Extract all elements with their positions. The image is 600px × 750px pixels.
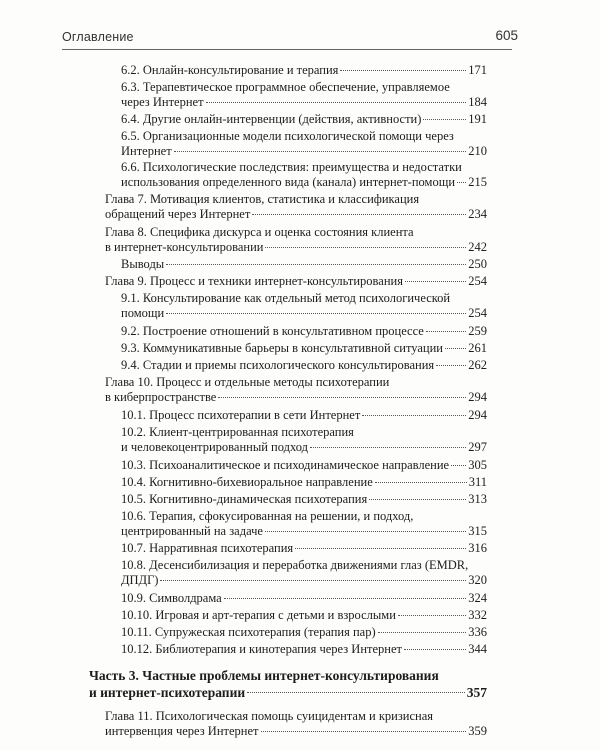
toc-entry-last-line bbox=[121, 573, 487, 588]
toc-entry-last-line bbox=[121, 341, 487, 356]
toc-entry-title-line: 10.12. Библиотерапия и кинотерапия через Интернет bbox=[121, 642, 402, 656]
dot-leader bbox=[457, 182, 466, 183]
toc-entry[interactable] bbox=[105, 375, 487, 405]
toc-entry[interactable] bbox=[105, 274, 487, 289]
toc-page-number: 305 bbox=[468, 458, 487, 472]
running-header bbox=[62, 27, 518, 50]
dot-leader bbox=[398, 615, 466, 616]
toc-entry-last-line bbox=[121, 541, 487, 556]
toc-page-number: 254 bbox=[468, 306, 487, 320]
dot-leader bbox=[295, 548, 466, 549]
dot-leader bbox=[451, 465, 466, 466]
toc-entry[interactable] bbox=[121, 257, 487, 272]
toc-entry[interactable] bbox=[121, 458, 487, 473]
toc-page-number: 171 bbox=[468, 63, 487, 77]
toc-entry[interactable] bbox=[121, 425, 487, 455]
dot-leader bbox=[166, 313, 466, 314]
toc-entry-last-line bbox=[121, 642, 487, 657]
dot-leader bbox=[378, 632, 467, 633]
toc-page-number: 315 bbox=[468, 524, 487, 538]
toc-entry[interactable] bbox=[121, 541, 487, 556]
toc-page-number: 294 bbox=[468, 390, 487, 404]
toc-entry-title-line: 10.8. Десенсибилизация и переработка движениями глаз (EMDR, bbox=[121, 558, 469, 572]
toc-page-number: 332 bbox=[468, 608, 487, 622]
dot-leader bbox=[252, 214, 466, 215]
toc-entry-title-line: 9.4. Стадии и приемы психологического консультирования bbox=[121, 358, 435, 372]
toc-entry-title-line: Глава 8. Специфика дискурса и оценка состояния клиента bbox=[105, 225, 414, 239]
toc-entry-title-line: Глава 9. Процесс и техники интернет-консультирования bbox=[105, 274, 403, 288]
toc-page-number: 324 bbox=[468, 591, 487, 605]
toc-entry[interactable] bbox=[121, 324, 487, 339]
toc-entry-title-line: 10.3. Психоаналитическое и психодинамическое направление bbox=[121, 458, 450, 472]
toc-entry[interactable] bbox=[105, 192, 487, 222]
toc-entry-last-line bbox=[121, 358, 487, 373]
dot-leader bbox=[166, 264, 466, 265]
toc-page-number: 210 bbox=[468, 144, 487, 158]
toc-page-number: 259 bbox=[468, 324, 487, 338]
toc-entry[interactable] bbox=[105, 225, 487, 255]
toc-entry-title-line: 6.4. Другие онлайн-интервенции (действия, активности) bbox=[121, 112, 422, 126]
dot-leader bbox=[369, 499, 466, 500]
toc-entry-last-line bbox=[105, 390, 487, 405]
toc-entry[interactable] bbox=[121, 129, 487, 159]
toc-page-number: 313 bbox=[468, 492, 487, 506]
toc-entry-last-line bbox=[121, 524, 487, 539]
dot-leader bbox=[247, 692, 465, 693]
toc-page-number: 359 bbox=[468, 724, 487, 738]
toc-entry-title-line: 9.3. Коммуникативные барьеры в консультативной ситуации bbox=[121, 341, 443, 355]
dot-leader bbox=[160, 580, 466, 581]
toc-entry-last-line bbox=[105, 724, 487, 739]
toc-entry-last-line bbox=[121, 95, 487, 110]
toc-entry-title-line: 9.1. Консультирование как отдельный метод психологической bbox=[121, 291, 451, 305]
toc-entry-last-line bbox=[121, 591, 487, 606]
header-title: Оглавление bbox=[62, 30, 134, 44]
toc-entry-last-line bbox=[121, 175, 487, 190]
toc-entry-last-line bbox=[121, 324, 487, 339]
toc-page-number: 297 bbox=[468, 440, 487, 454]
toc-entry-title-line: 10.10. Игровая и арт-терапия с детьми и взрослыми bbox=[121, 608, 396, 622]
toc-entry[interactable] bbox=[121, 591, 487, 606]
toc-entry-title-line: 10.11. Супружеская психотерапия (терапия пар) bbox=[121, 625, 376, 639]
dot-leader bbox=[206, 102, 467, 103]
toc-entry-last-line bbox=[105, 240, 487, 255]
toc-entry[interactable] bbox=[121, 642, 487, 657]
toc-entry-title-line: использования определенного вида (канала) интернет-помощи bbox=[121, 175, 456, 189]
toc-entry[interactable] bbox=[121, 625, 487, 640]
dot-leader bbox=[423, 119, 466, 120]
toc-entry-title-line: 9.2. Построение отношений в консультативном процессе bbox=[121, 324, 424, 338]
toc-entry-title-line: и интернет-психотерапии bbox=[89, 685, 246, 700]
toc-entry-title-line: и человекоцентрированный подход bbox=[121, 440, 309, 454]
toc-entry-title-line: 10.5. Когнитивно-динамическая психотерапия bbox=[121, 492, 368, 506]
toc-entry[interactable] bbox=[121, 358, 487, 373]
toc-entry-last-line bbox=[121, 458, 487, 473]
toc-page-number: 357 bbox=[466, 685, 487, 700]
dot-leader bbox=[265, 247, 466, 248]
toc-entry[interactable] bbox=[121, 80, 487, 110]
toc-entry-title-line: 10.9. Символдрама bbox=[121, 591, 222, 605]
toc-page-number: 184 bbox=[468, 95, 487, 109]
toc-entry-last-line bbox=[121, 492, 487, 507]
toc-entry[interactable] bbox=[121, 291, 487, 321]
toc-entry-last-line bbox=[121, 257, 487, 272]
dot-leader bbox=[174, 151, 467, 152]
toc-entry-title-line: ДПДГ) bbox=[121, 573, 159, 587]
toc-entry-title-line: 10.2. Клиент-центрированная психотерапия bbox=[121, 425, 354, 439]
toc-page-number: 254 bbox=[468, 274, 487, 288]
toc-page-number: 344 bbox=[468, 642, 487, 656]
toc-entry-title-line: Глава 10. Процесс и отдельные методы психотерапии bbox=[105, 375, 390, 389]
toc-entry-title-line: обращений через Интернет bbox=[105, 207, 251, 221]
toc-page-number: 294 bbox=[468, 408, 487, 422]
dot-leader bbox=[261, 731, 467, 732]
toc-entry[interactable] bbox=[121, 341, 487, 356]
toc-entry[interactable] bbox=[121, 558, 487, 588]
dot-leader bbox=[362, 415, 466, 416]
page-number: 605 bbox=[495, 28, 518, 43]
toc-entry[interactable] bbox=[121, 160, 487, 190]
dot-leader bbox=[375, 482, 467, 483]
dot-leader bbox=[340, 70, 466, 71]
dot-leader bbox=[436, 365, 466, 366]
toc-entry[interactable] bbox=[121, 509, 487, 539]
toc-entry-last-line bbox=[105, 207, 487, 222]
toc-entry-title-line: Интернет bbox=[121, 144, 172, 158]
dot-leader bbox=[310, 447, 466, 448]
toc-entry[interactable] bbox=[121, 492, 487, 507]
toc-entry-last-line bbox=[121, 625, 487, 640]
toc-page-number: 316 bbox=[468, 541, 487, 555]
toc-entry-title-line: Глава 7. Мотивация клиентов, статистика и классификация bbox=[105, 192, 420, 206]
toc-entry-title-line: помощи bbox=[121, 306, 165, 320]
dot-leader bbox=[445, 348, 466, 349]
toc-entry-last-line bbox=[121, 440, 487, 455]
toc-page-number: 261 bbox=[468, 341, 487, 355]
toc-entry-last-line bbox=[121, 63, 487, 78]
toc-entry-title-line: 10.1. Процесс психотерапии в сети Интернет bbox=[121, 408, 361, 422]
dot-leader bbox=[265, 531, 466, 532]
toc-entry-title-line: 6.2. Онлайн-консультирование и терапия bbox=[121, 63, 339, 77]
toc-entry[interactable] bbox=[121, 608, 487, 623]
toc-entry-title-line: Выводы bbox=[121, 257, 165, 271]
toc-entry-last-line bbox=[121, 475, 487, 490]
toc-entry-title-line: 10.7. Нарративная психотерапия bbox=[121, 541, 294, 555]
toc-entry-title-line: интервенция через Интернет bbox=[105, 724, 259, 738]
toc-part-entry[interactable] bbox=[89, 667, 487, 701]
toc-entry[interactable] bbox=[121, 408, 487, 423]
toc-entry-title-line: 6.5. Организационные модели психологической помощи через bbox=[121, 129, 454, 143]
toc-page-number: 320 bbox=[468, 573, 487, 587]
toc-entry[interactable] bbox=[105, 709, 487, 739]
dot-leader bbox=[218, 397, 466, 398]
toc-page-number: 191 bbox=[468, 112, 487, 126]
toc-entry-title-line: через Интернет bbox=[121, 95, 204, 109]
toc-entry-last-line bbox=[121, 306, 487, 321]
toc-entry[interactable] bbox=[121, 63, 487, 78]
toc-entry[interactable] bbox=[121, 112, 487, 127]
toc-entry-title-line: 10.4. Когнитивно-бихевиоральное направление bbox=[121, 475, 373, 489]
dot-leader bbox=[426, 331, 466, 332]
toc-page-number: 234 bbox=[468, 207, 487, 221]
dot-leader bbox=[404, 649, 466, 650]
toc-entry-title-line: Глава 11. Психологическая помощь суицидентам и кризисная bbox=[105, 709, 433, 723]
toc-entry-title-line: 6.6. Психологические последствия: преимущества и недостатки bbox=[121, 160, 462, 174]
toc-page-number: 311 bbox=[468, 475, 487, 489]
toc-entry-title-line: в интернет-консультировании bbox=[105, 240, 264, 254]
toc-page-number: 215 bbox=[468, 175, 487, 189]
toc-entry-title-line: Часть 3. Частные проблемы интернет-консультирования bbox=[89, 668, 439, 683]
toc-entry-last-line bbox=[121, 408, 487, 423]
toc-entry-title-line: 10.6. Терапия, сфокусированная на решении, и подход, bbox=[121, 509, 414, 523]
toc-page-number: 250 bbox=[468, 257, 487, 271]
toc-entry-last-line bbox=[121, 112, 487, 127]
toc-entry[interactable] bbox=[121, 475, 487, 490]
toc-page-number: 336 bbox=[468, 625, 487, 639]
dot-leader bbox=[224, 598, 467, 599]
toc-entry-last-line bbox=[121, 608, 487, 623]
dot-leader bbox=[405, 281, 466, 282]
toc-page-number: 242 bbox=[468, 240, 487, 254]
toc-entry-last-line bbox=[105, 274, 487, 289]
toc-entry-title-line: 6.3. Терапевтическое программное обеспечение, управляемое bbox=[121, 80, 450, 94]
toc-entry-title-line: центрированный на задаче bbox=[121, 524, 263, 538]
toc-entry-last-line bbox=[89, 684, 487, 701]
toc-entry-title-line: в киберпространстве bbox=[105, 390, 217, 404]
toc-entry-last-line bbox=[121, 144, 487, 159]
toc-page-number: 262 bbox=[468, 358, 487, 372]
